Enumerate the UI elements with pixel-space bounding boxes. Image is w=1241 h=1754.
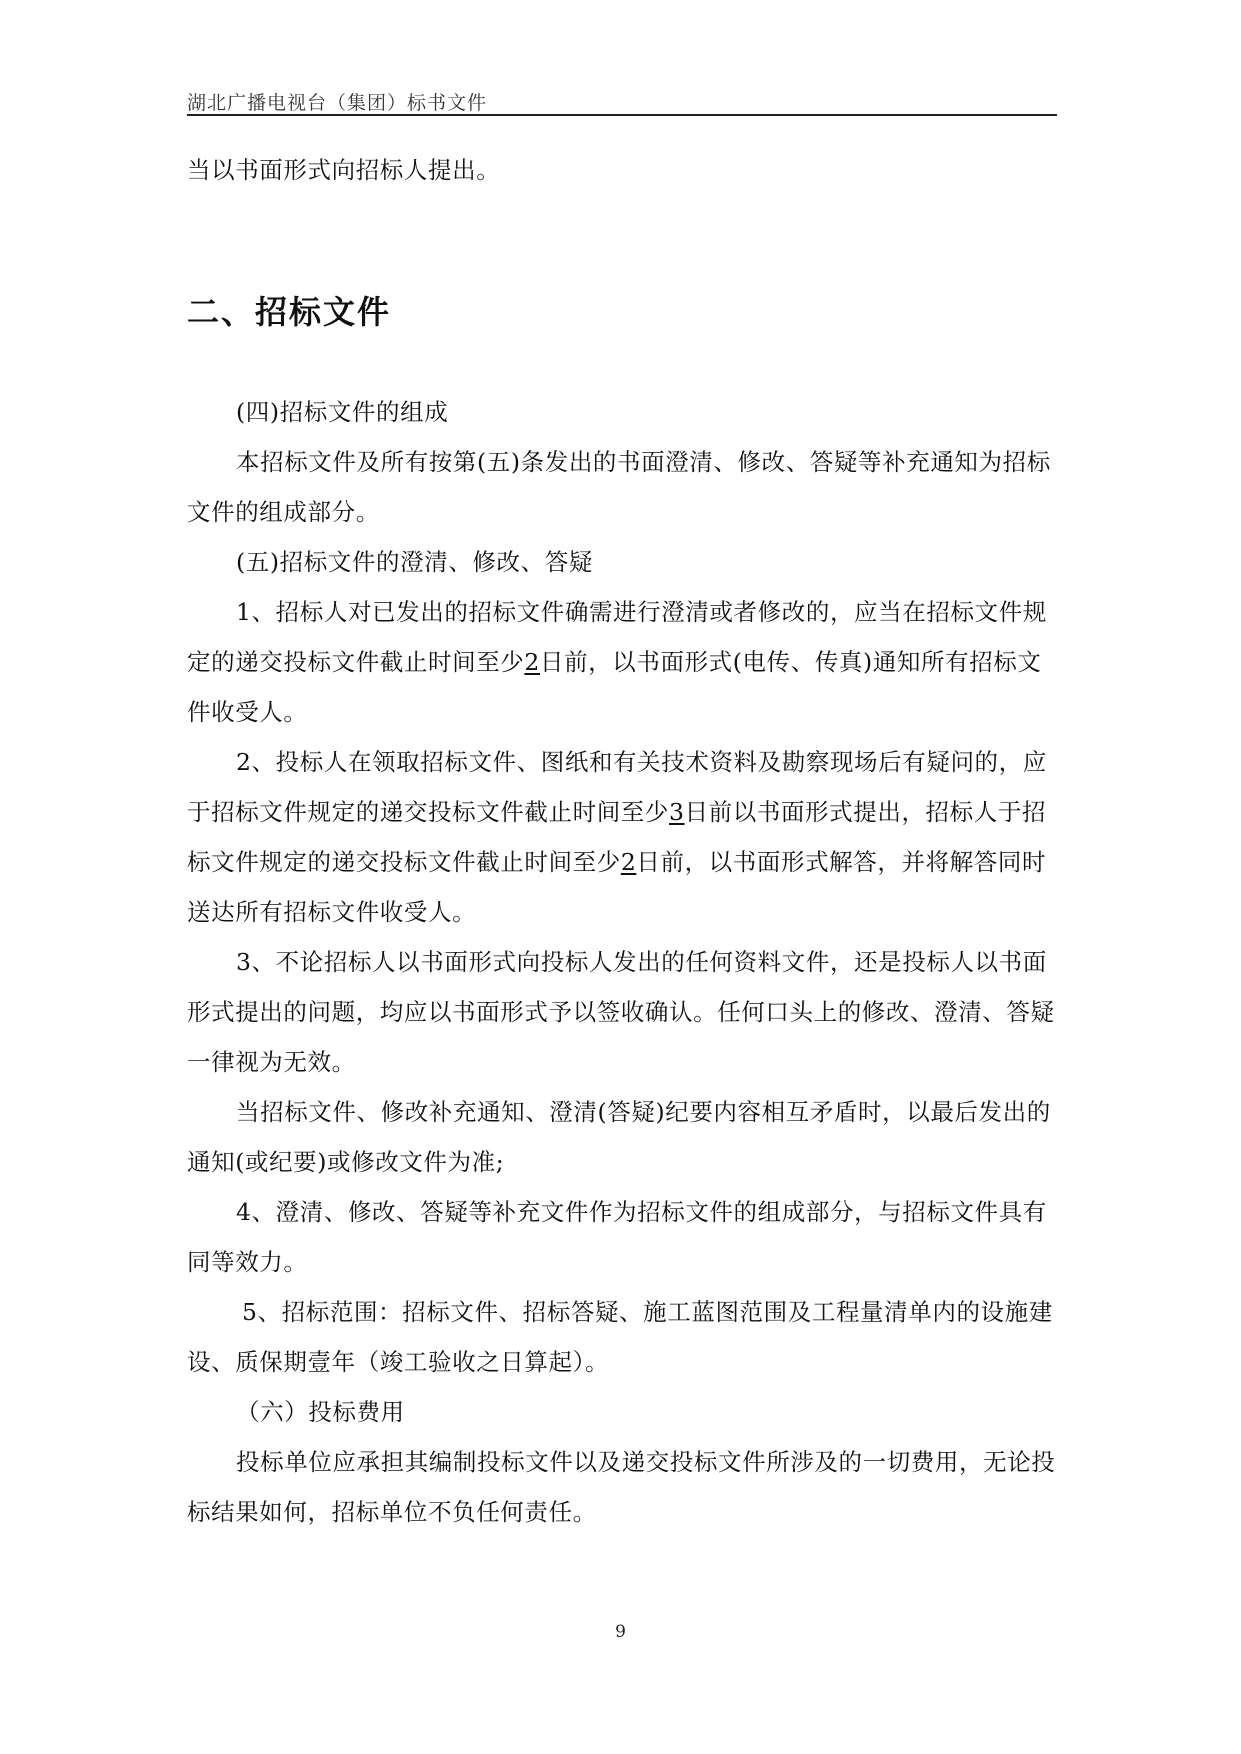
paragraph-item-3: 3、不论招标人以书面形式向投标人发出的任何资料文件，还是投标人以书面形式提出的问题，均应以书面形式予以签收确认。任何口头上的修改、澄清、答疑一律视为无效。: [187, 948, 1055, 1076]
subsection-heading-clarification: (五)招标文件的澄清、修改、答疑: [236, 548, 593, 576]
paragraph-item-5: 5、招标范围：招标文件、招标答疑、施工蓝图范围及工程量清单内的设施建设、质保期壹年（竣工验收之日算起）。: [187, 1298, 1053, 1376]
intro-line: 当以书面形式向招标人提出。: [187, 156, 501, 184]
paragraph-conflict: 当招标文件、修改补充通知、澄清(答疑)纪要内容相互矛盾时，以最后发出的通知(或纪要)或修改文件为准;: [187, 1098, 1051, 1176]
document-body: [187, 145, 1062, 1537]
page-number: 9: [615, 1622, 626, 1642]
paragraph-item-4: 4、澄清、修改、答疑等补充文件作为招标文件的组成部分，与招标文件具有同等效力。: [187, 1198, 1047, 1276]
days-value: 2: [620, 848, 637, 876]
section-title: 二、招标文件: [187, 293, 392, 331]
paragraph-item-1: 1、招标人对已发出的招标文件确需进行澄清或者修改的，应当在招标文件规定的递交投标文件截止时间至少2日前，以书面形式(电传、传真)通知所有招标文件收受人。: [187, 598, 1047, 726]
header-divider: [187, 114, 1057, 116]
days-value: 2: [524, 648, 540, 676]
paragraph-item-2: 2、投标人在领取招标文件、图纸和有关技术资料及勘察现场后有疑问的，应于招标文件规定的递交投标文件截止时间至少3日前以书面形式提出，招标人于招标文件规定的递交投标文件截止时间至少2日前，以书面形式解答，并将解答同时送达所有招标文件收受人。: [187, 748, 1047, 926]
days-value: 3: [669, 798, 685, 826]
subsection-heading-costs: （六）投标费用: [236, 1398, 405, 1426]
subsection-heading-composition: (四)招标文件的组成: [236, 398, 449, 426]
page-header: 湖北广播电视台（集团）标书文件: [187, 92, 488, 114]
paragraph-composition: 本招标文件及所有按第(五)条发出的书面澄清、修改、答疑等补充通知为招标文件的组成部分。: [187, 448, 1051, 526]
paragraph-costs: 投标单位应承担其编制投标文件以及递交投标文件所涉及的一切费用，无论投标结果如何，招标单位不负任何责任。: [187, 1448, 1056, 1526]
